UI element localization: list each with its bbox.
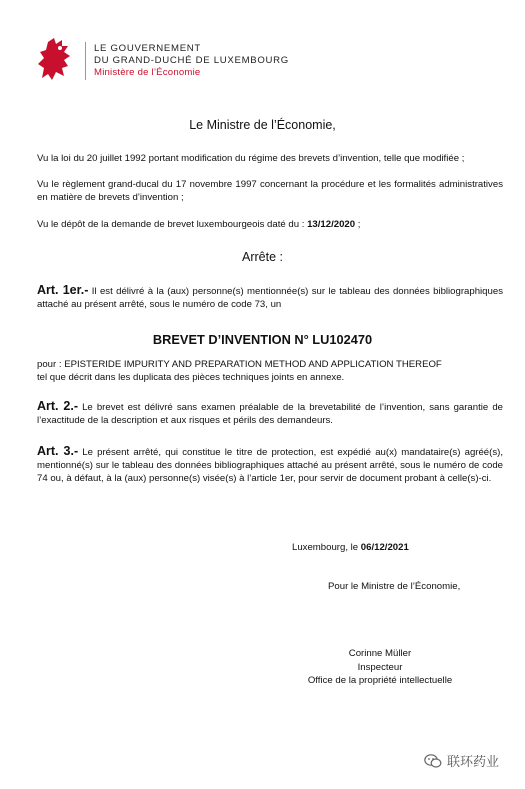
filing-date: 13/12/2020 <box>307 219 356 230</box>
arrete-heading: Arrête : <box>242 250 283 264</box>
vu3-prefix: Vu le dépôt de la demande de brevet luxembourgeois daté du : <box>37 219 308 230</box>
article-1-text: Il est délivré à la (aux) personne(s) mentionnée(s) sur le tableau des données bibliographiques attaché au présent arrêté, sous le numéro de code 73, un <box>37 286 503 310</box>
signatory-office: Office de la propriété intellectuelle <box>307 675 453 686</box>
place-date <box>292 541 409 554</box>
patent-number-title: BREVET D’INVENTION N° LU102470 <box>152 332 373 347</box>
pour-le-ministre: Pour le Ministre de l’Économie, <box>328 581 461 592</box>
invention-description-note: tel que décrit dans les duplicata des pièces techniques joints en annexe. <box>37 372 345 383</box>
wechat-icon <box>424 753 442 769</box>
vu3-suffix: ; <box>355 219 361 230</box>
article-2-label: Art. 2.- <box>37 399 79 413</box>
gov-line-2: DU GRAND-DUCHÉ DE LUXEMBOURG <box>94 55 289 66</box>
signatory-role: Inspecteur <box>357 661 403 673</box>
article-2-text: Le brevet est délivré sans examen préalable de la brevetabilité de l’invention, sans garantie de l’exactitude de la description et aux risques et périls des demandeurs. <box>37 402 503 426</box>
ministry-name: Ministère de l’Économie <box>94 67 201 78</box>
signatory-name: Corinne Müller <box>348 648 412 659</box>
article-3-label: Art. 3.- <box>37 444 79 458</box>
article-1 <box>37 284 503 311</box>
header-separator <box>85 42 86 80</box>
signature-block <box>300 647 460 688</box>
invention-title: pour : EPISTERIDE IMPURITY AND PREPARATION METHOD AND APPLICATION THEREOF <box>37 359 442 370</box>
article-3 <box>37 445 503 485</box>
watermark-text: 联环药业 <box>447 754 500 769</box>
watermark <box>424 751 499 770</box>
article-3-text: Le présent arrêté, qui constitue le titre de protection, est expédié au(x) mandataire(s) agréé(s), mentionné(s) sur le tableau des données bibliographiques attaché au présent arrêté, sous le numéro de code 74 ou, à défaut, à la (aux) personne(s) visée(s) à l’article 1er, pour servir de document probant à celle(s)-ci. <box>37 447 503 484</box>
document-title: Le Ministre de l’Économie, <box>189 118 336 132</box>
gov-line-1: LE GOUVERNEMENT <box>94 43 201 54</box>
issue-date: 06/12/2021 <box>360 542 409 553</box>
invention-title-block <box>37 358 503 384</box>
government-header <box>94 43 289 79</box>
vu-paragraph-3 <box>37 218 503 231</box>
vu-paragraph-1: Vu la loi du 20 juillet 1992 portant modification du régime des brevets d’invention, telle que modifiée ; <box>37 153 465 164</box>
article-2 <box>37 400 503 427</box>
vu-paragraph-2: Vu le règlement grand-ducal du 17 novembre 1997 concernant la procédure et les formalités administratives en matière de brevets d’invention ; <box>37 179 503 203</box>
place-prefix: Luxembourg, le <box>292 542 361 553</box>
luxembourg-lion-logo <box>36 36 76 84</box>
article-1-label: Art. 1er.- <box>37 283 89 297</box>
